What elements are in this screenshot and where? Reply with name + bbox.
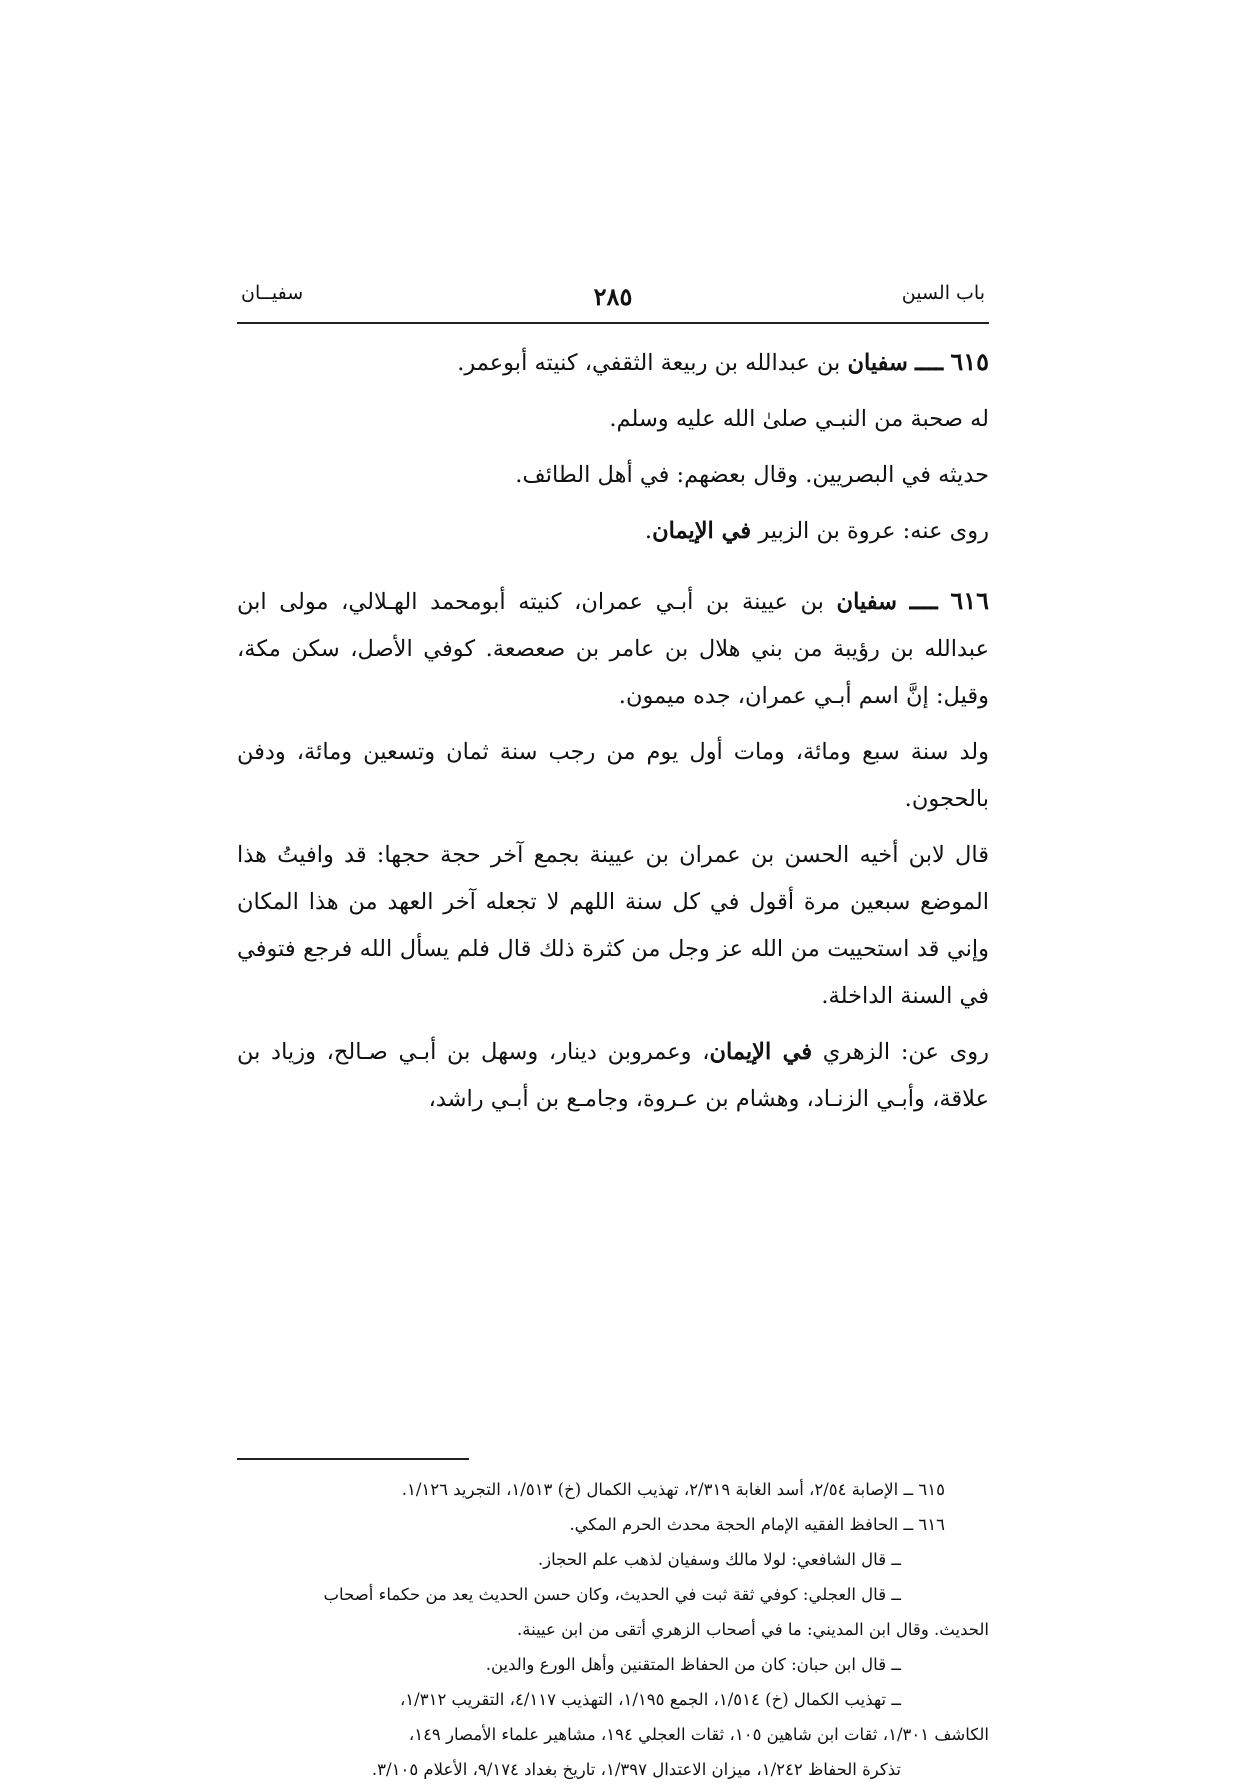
footnotes [237, 1472, 989, 1787]
footnote-references-cont: الكاشف ١/٣٠١، ثقات ابن شاهين ١٠٥، ثقات العجلي ١٩٤، مشاهير علماء الأمصار ١٤٩، [408, 1725, 989, 1744]
entry-615-hadith: حديثه في البصريين. وقال بعضهم: في أهل الطائف. [515, 462, 989, 488]
footnote-separator [237, 1458, 469, 1460]
entry-number: ٦١٦ [950, 586, 989, 615]
footnote-references-end: تذكرة الحفاظ ١/٢٤٢، ميزان الاعتدال ١/٣٩٧، تاريخ بغداد ٩/١٧٤، الأعلام ٣/١٠٥. [371, 1760, 901, 1779]
footnote-615: ٦١٥ ــ الإصابة ٢/٥٤، أسد الغابة ٢/٣١٩، تهذيب الكمال (خ) ١/٥١٣، التجريد ١/١٢٦. [401, 1480, 945, 1499]
entry-616-heading [237, 577, 989, 720]
entry-text: بن عبدالله بن ربيعة الثقفي، كنيته أبوعمر. [457, 350, 841, 376]
book-reference: في الإيمان [652, 518, 752, 544]
entry-name: سفيان [847, 350, 908, 376]
page-number: ٢٨٥ [593, 282, 633, 311]
footnote-references: ــ تهذيب الكمال (خ) ١/٥١٤، الجمع ١/١٩٥، التهذيب ٤/١١٧، التقريب ١/٣١٢، [399, 1690, 901, 1709]
entry-text: بن عيينة بن أبـي عمران، كنيته أبومحمد الهـلالي، مولى ابن عبدالله بن رؤيبة من بني هلال بن عامر بن صعصعة. كوفي الأصل، سكن مكة، وقيل: إنَّ اسم أبـي عمران، جده ميمون. [237, 589, 989, 709]
footnote-quote-shafii: ــ قال الشافعي: لولا مالك وسفيان لذهب علم الحجاز. [537, 1550, 901, 1569]
footnote-quote-ibn-hibban: ــ قال ابن حبان: كان من الحفاظ المتقنين وأهل الورع والدين. [485, 1655, 901, 1674]
footnote-quote-ijli: ــ قال العجلي: كوفي ثقة ثبت في الحديث، وكان حسن الحديث يعد من حكماء أصحاب [323, 1585, 901, 1604]
book-reference: في الإيمان [709, 1039, 813, 1065]
main-text [237, 338, 989, 1123]
entry-number: ٦١٥ [950, 347, 989, 376]
footnote-quote-ijli-cont: الحديث. وقال ابن المديني: ما في أصحاب الزهري أتقى من ابن عيينة. [517, 1620, 989, 1639]
narrator-list: ، وعمروبن دينار، وسهل بن أبـي صـالح، وزياد بن علاقة، وأبـي الزنـاد، وهشام بن عـروة، وجامـع بن أبـي راشد، [237, 1039, 989, 1112]
running-header [237, 280, 989, 324]
entry-615-companionship: له صحبة من النبـي صلىٰ الله عليه وسلم. [609, 406, 989, 432]
page [237, 280, 989, 1779]
entry-dash: ــــ [909, 586, 938, 615]
entry-616-birth-death: ولد سنة سبع ومائة، ومات أول يوم من رجب سنة ثمان وتسعين ومائة، ودفن بالحجون. [237, 739, 989, 812]
period: . [644, 518, 653, 544]
narrator-text: روى عن: الزهري [822, 1039, 989, 1065]
chapter-title: باب السين [901, 282, 985, 304]
entry-name: سفيان [836, 589, 897, 615]
entry-616-narrators [237, 1029, 989, 1123]
narrator-text: روى عنه: عروة بن الزبير [758, 518, 989, 544]
entry-616-quote: قال لابن أخيه الحسن بن عمران بن عيينة بجمع آخر حجة حجها: قد وافيتُ هذا الموضع سبعين مرة أقول في كل سنة اللهم لا تجعله آخر العهد من هذا المكان وإني قد استحييت من الله عز وجل من كثرة ذلك قال فلم يسأل الله فرجع فتوفي في السنة الداخلة. [237, 842, 989, 1009]
entry-615-heading [237, 338, 989, 387]
footnote-616: ٦١٦ ــ الحافظ الفقيه الإمام الحجة محدث الحرم المكي. [569, 1515, 945, 1534]
entry-dash: ــــ [915, 347, 944, 376]
section-title: سفيــان [241, 282, 304, 304]
entry-615-narrators [237, 508, 989, 555]
